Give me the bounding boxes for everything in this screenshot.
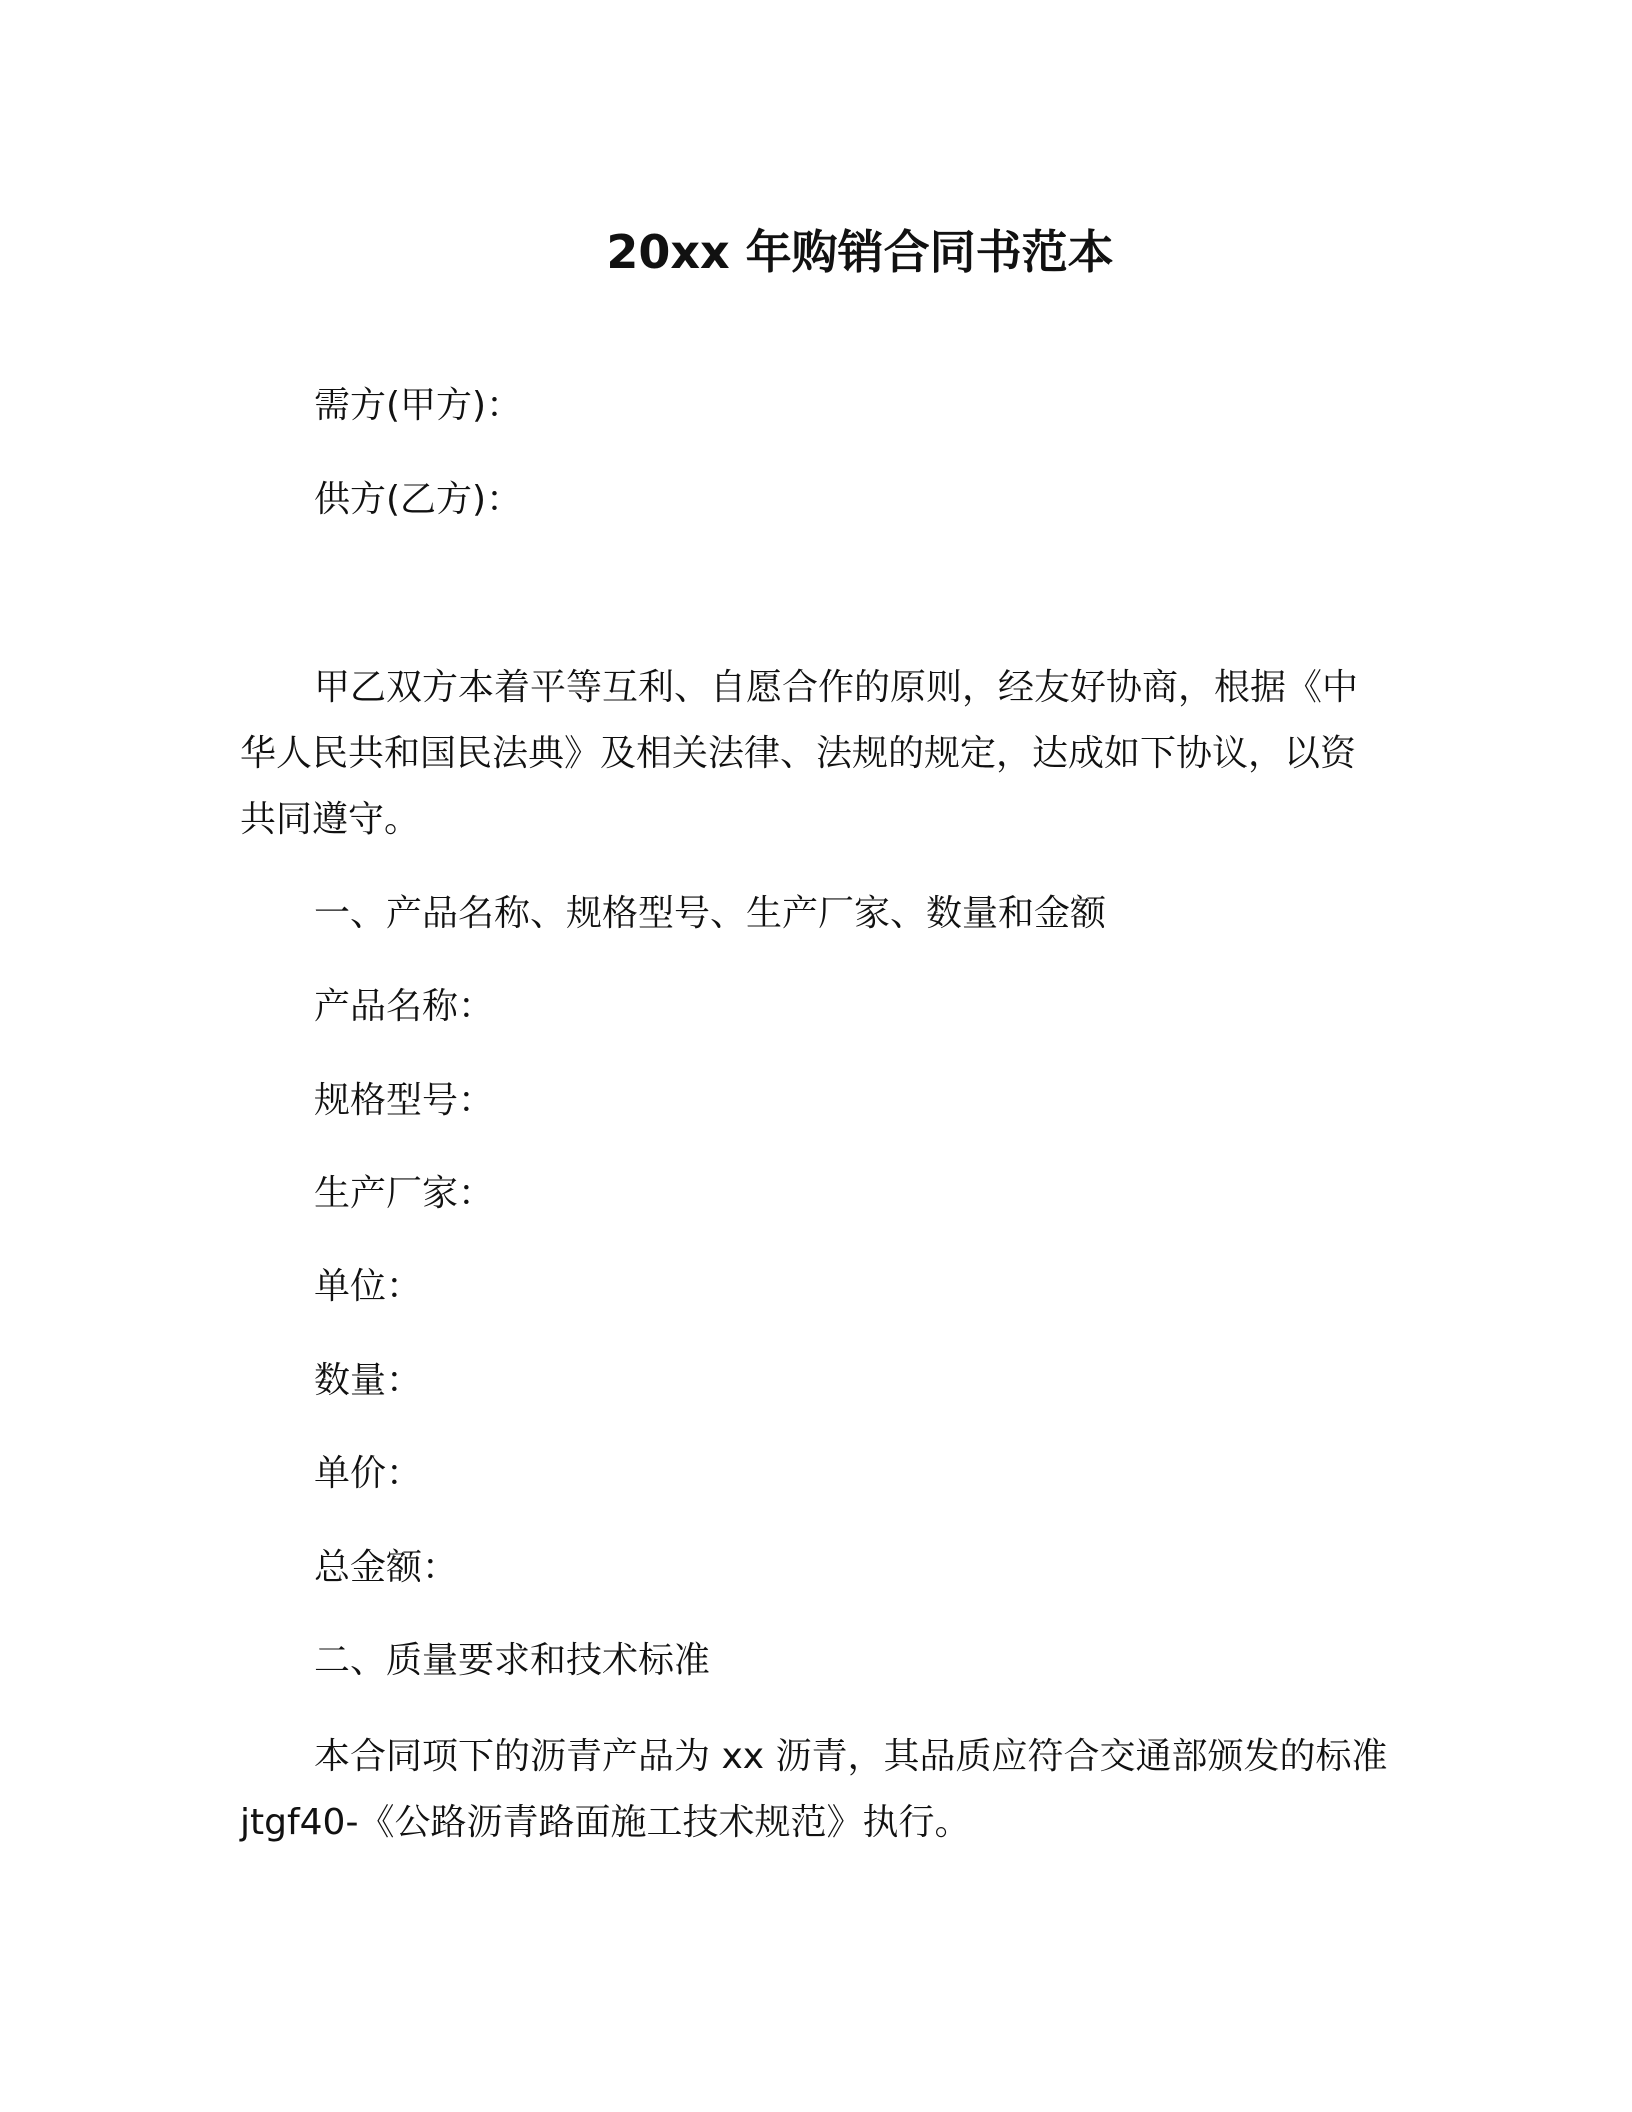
section-2-body: 本合同项下的沥青产品为 xx 沥青，其品质应符合交通部颁发的标准 jtgf40-《公路沥青路面施工技术规范》执行。	[240, 1736, 1388, 1843]
field-quantity: 数量：	[314, 1360, 423, 1401]
preamble-paragraph: 甲乙双方本着平等互利、自愿合作的原则，经友好协商，根据《中华人民共和国民法典》及相关法律、法规的规定，达成如下协议，以资共同遵守。	[240, 667, 1359, 840]
field-manufacturer: 生产厂家：	[314, 1173, 495, 1214]
field-unit-price: 单价：	[314, 1453, 423, 1494]
field-total-amount: 总金额：	[314, 1547, 459, 1588]
section-1-heading: 一、产品名称、规格型号、生产厂家、数量和金额	[314, 893, 1107, 934]
field-model-spec: 规格型号：	[314, 1080, 495, 1121]
seller-party-label: 供方(乙方)：	[314, 479, 523, 520]
section-2-heading: 二、质量要求和技术标准	[314, 1640, 711, 1681]
field-product-name: 产品名称：	[314, 986, 495, 1027]
field-unit: 单位：	[314, 1266, 423, 1307]
document-title: 20xx 年购销合同书范本	[606, 225, 1114, 279]
buyer-party-label: 需方(甲方)：	[314, 385, 523, 426]
